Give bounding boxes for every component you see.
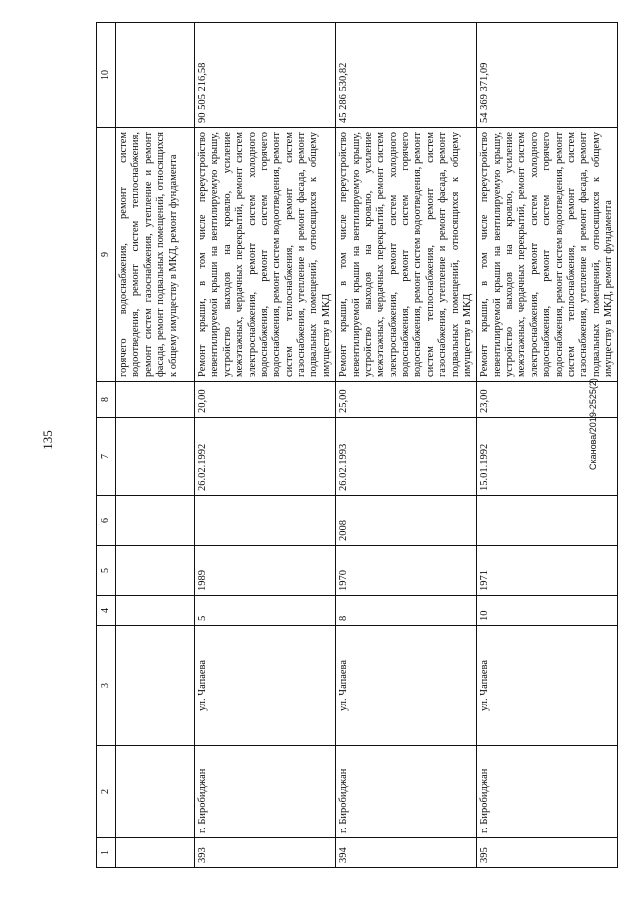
col-header: 4: [97, 596, 116, 626]
rate: 23,00: [477, 382, 618, 418]
build-year: 1971: [477, 546, 618, 596]
build-year: 1970: [336, 546, 477, 596]
date: 26.02.1993: [336, 418, 477, 496]
col-header: 9: [97, 128, 116, 382]
works-description: Ремонт крыши, в том числе переустройство невентилируемой крыши на вентилируемую крышу, устройство выходов на кровлю, усиление межэтажных, чердачных перекрытий, ремонт систем электроснабжения, ремонт систем холодного водоснабжения, ремонт систем горячего водоснабжения, ремонт систем водоотведения, ремонт систем теплоснабжения, ремонт систем газоснабжения, утепление и ремонт фасада, ремонт подвальных помещений, относящихся к общему имуществу в МКД: [195, 128, 336, 382]
col-header: 5: [97, 546, 116, 596]
row-number: 394: [336, 838, 477, 868]
table-row: [336, 23, 477, 868]
amount: 54 369 371,09: [477, 23, 618, 128]
col-6: 2008: [336, 496, 477, 546]
street: ул. Чапаева: [336, 626, 477, 746]
date: 26.02.1992: [195, 418, 336, 496]
house-number: 10: [477, 596, 618, 626]
build-year: 1989: [195, 546, 336, 596]
col-6: [195, 496, 336, 546]
page-number: 135: [39, 430, 55, 450]
col-header: 1: [97, 838, 116, 868]
col-6: [477, 496, 618, 546]
continuation-row: [116, 23, 195, 868]
date: 15.01.1992: [477, 418, 618, 496]
row-number: 393: [195, 838, 336, 868]
header-row: [97, 23, 116, 868]
street: ул. Чапаева: [195, 626, 336, 746]
city: г. Биробиджан: [195, 746, 336, 838]
table-row: [195, 23, 336, 868]
works-description: Ремонт крыши, в том числе переустройство невентилируемой крыши на вентилируемую крышу, устройство выходов на кровлю, усиление межэтажных, чердачных перекрытий, ремонт систем электроснабжения, ремонт систем холодного водоснабжения, ремонт систем горячего водоснабжения, ремонт систем водоотведения, ремонт систем теплоснабжения, ремонт систем газоснабжения, утепление и ремонт фасада, ремонт подвальных помещений, относящихся к общему имуществу в МКД: [336, 128, 477, 382]
document-footer: Сканова/2019-2525(2): [588, 378, 598, 470]
rate: 20,00: [195, 382, 336, 418]
amount: 90 505 216,58: [195, 23, 336, 128]
works-description: Ремонт крыши, в том числе переустройство невентилируемой крыши на вентилируемую крышу, устройство выходов на кровлю, усиление межэтажных, чердачных перекрытий, ремонт систем электроснабжения, ремонт систем холодного водоснабжения, ремонт систем горячего водоснабжения, ремонт систем водоотведения, ремонт систем теплоснабжения, ремонт систем газоснабжения, утепление и ремонт фасада, ремонт подвальных помещений, относящихся к общему имуществу в МКД, ремонт фундамента: [477, 128, 618, 382]
col-header: 3: [97, 626, 116, 746]
amount: 45 286 530,82: [336, 23, 477, 128]
rate: 25,00: [336, 382, 477, 418]
city: г. Биробиджан: [336, 746, 477, 838]
col-header: 6: [97, 496, 116, 546]
continuation-works: горячего водоснабжения, ремонт систем водоотведения, ремонт систем теплоснабжения, ремонт систем газоснабжения, утепление и ремонт фасада, ремонт подвальных помещений, относящихся к общему имуществу в МКД, ремонт фундамента: [116, 128, 195, 382]
house-number: 8: [336, 596, 477, 626]
row-number: 395: [477, 838, 618, 868]
col-header: 7: [97, 418, 116, 496]
house-number: 5: [195, 596, 336, 626]
city: г. Биробиджан: [477, 746, 618, 838]
col-header: 10: [97, 23, 116, 128]
col-header: 8: [97, 382, 116, 418]
repair-program-table: [96, 22, 618, 868]
col-header: 2: [97, 746, 116, 838]
street: ул. Чапаева: [477, 626, 618, 746]
